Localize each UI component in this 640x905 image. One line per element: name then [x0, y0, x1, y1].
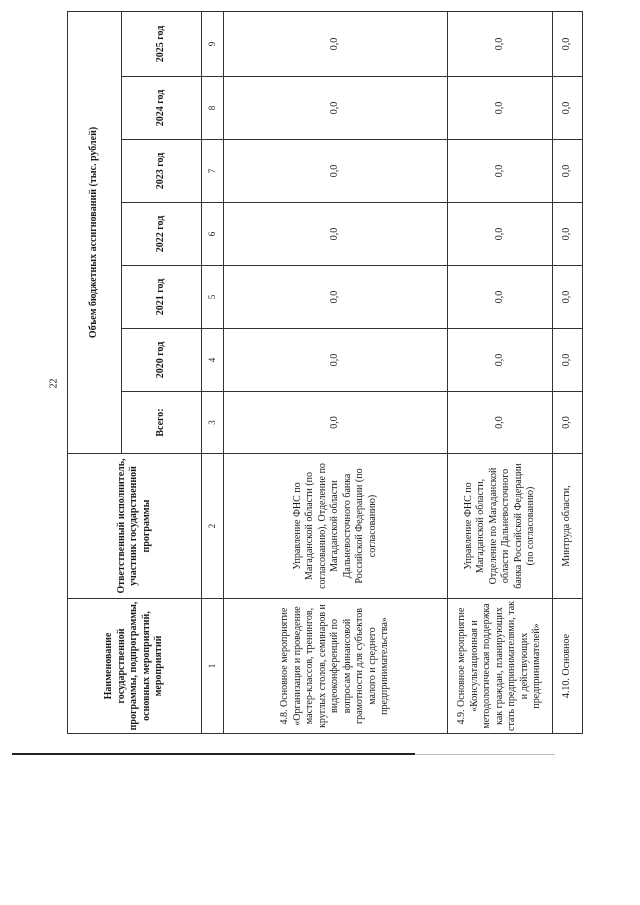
budget-table	[67, 11, 583, 734]
value-cell: 0,0	[224, 329, 448, 392]
index-cell: 3	[202, 392, 224, 454]
value-cell: 0,0	[448, 203, 553, 266]
index-cell: 2	[202, 454, 224, 599]
value-cell: 0,0	[553, 203, 583, 266]
index-cell: 5	[202, 266, 224, 329]
index-cell: 8	[202, 77, 224, 140]
col-executor-header: Ответственный исполнитель, участник государственной программы	[68, 454, 202, 599]
table-row	[553, 12, 583, 734]
row-name: 4.8. Основное мероприятие «Организация и проведение мастер-классов, тренингов, круглых столов, семинаров и видеоконференций по вопросам финансовой грамотности для субъектов малого и среднего предпринимательства»	[224, 599, 448, 734]
bottom-rule	[12, 753, 415, 755]
budget-table-rotated	[67, 12, 582, 734]
value-cell: 0,0	[553, 392, 583, 454]
col-2022-header: 2022 год	[122, 203, 202, 266]
value-cell: 0,0	[448, 266, 553, 329]
page-number: 22	[48, 378, 60, 389]
value-cell: 0,0	[224, 77, 448, 140]
value-cell: 0,0	[553, 77, 583, 140]
value-cell: 0,0	[224, 392, 448, 454]
value-cell: 0,0	[448, 392, 553, 454]
col-name-header: Наименование государственной программы, подпрограммы, основных мероприятий, мероприятий	[68, 599, 202, 734]
index-cell: 6	[202, 203, 224, 266]
value-cell: 0,0	[553, 329, 583, 392]
row-executor: Управление ФНС по Магаданской области (по согласованию), Отделение по Магаданской области Дальневосточного банка Российской Федерации (по согласованию)	[224, 454, 448, 599]
col-2020-header: 2020 год	[122, 329, 202, 392]
col-volume-header: Объем бюджетных ассигнований (тыс. рублей)	[68, 12, 122, 454]
index-row	[202, 12, 224, 734]
value-cell: 0,0	[224, 140, 448, 203]
bottom-rule-faint	[415, 754, 555, 755]
value-cell: 0,0	[224, 266, 448, 329]
row-name: 4.10. Основное	[553, 599, 583, 734]
value-cell: 0,0	[448, 12, 553, 77]
index-cell: 1	[202, 599, 224, 734]
table-row	[224, 12, 448, 734]
value-cell: 0,0	[448, 140, 553, 203]
index-cell: 9	[202, 12, 224, 77]
value-cell: 0,0	[553, 140, 583, 203]
col-2021-header: 2021 год	[122, 266, 202, 329]
value-cell: 0,0	[553, 266, 583, 329]
value-cell: 0,0	[553, 12, 583, 77]
index-cell: 7	[202, 140, 224, 203]
table-row	[448, 12, 553, 734]
value-cell: 0,0	[224, 12, 448, 77]
col-total-header: Всего:	[122, 392, 202, 454]
row-name: 4.9. Основное мероприятие «Консультационная и методологическая поддержка как граждан, планирующих стать предпринимателями, так и действующих предпринимателей»	[448, 599, 553, 734]
col-2023-header: 2023 год	[122, 140, 202, 203]
row-executor: Минтруда области,	[553, 454, 583, 599]
value-cell: 0,0	[224, 203, 448, 266]
col-2025-header: 2025 год	[122, 12, 202, 77]
header-row	[68, 12, 122, 734]
value-cell: 0,0	[448, 329, 553, 392]
value-cell: 0,0	[448, 77, 553, 140]
index-cell: 4	[202, 329, 224, 392]
col-2024-header: 2024 год	[122, 77, 202, 140]
row-executor: Управление ФНС по Магаданской области, Отделение по Магаданской области Дальневосточного банка Российской Федерации (по согласованию)	[448, 454, 553, 599]
